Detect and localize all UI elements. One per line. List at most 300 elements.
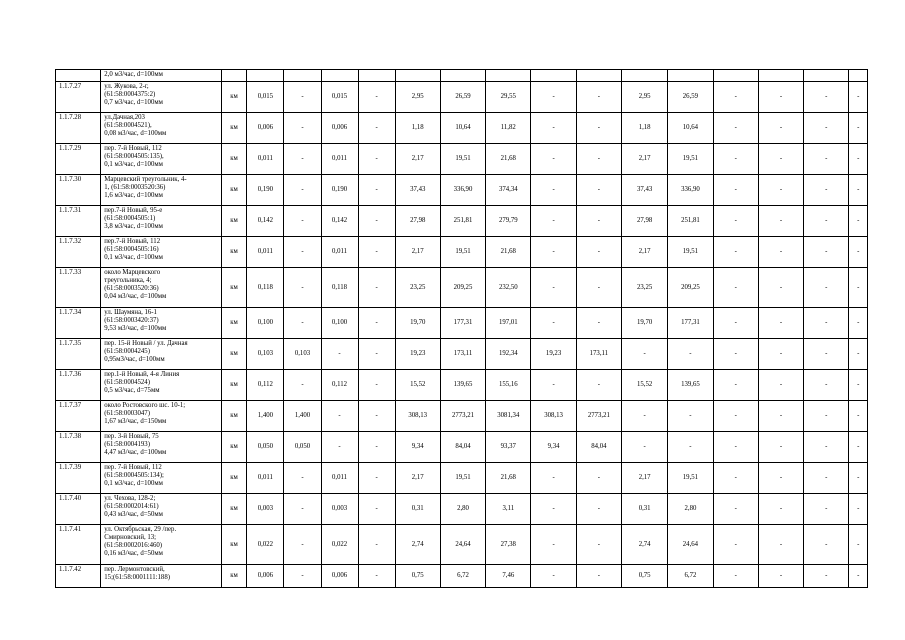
value-cell: -: [576, 237, 621, 268]
value-cell: -: [622, 432, 668, 463]
value-cell: -: [713, 494, 758, 525]
value-cell: 336,90: [440, 175, 485, 206]
description-line: 2,0 м3/час, d=100мм: [104, 71, 163, 78]
value-cell: 9,34: [531, 432, 576, 463]
value-cell: 0,015: [321, 82, 358, 113]
unit-cell: км: [221, 401, 247, 432]
value-cell: -: [358, 525, 395, 565]
value-cell: [531, 70, 576, 82]
value-cell: [358, 70, 395, 82]
value-cell: 19,70: [622, 308, 668, 339]
value-cell: 308,13: [395, 401, 440, 432]
table-row: [56, 525, 868, 565]
value-cell: 26,59: [668, 82, 713, 113]
value-cell: 0,31: [395, 494, 440, 525]
unit-cell: км: [221, 237, 247, 268]
description-line: 9,53 м3/час, d=100мм: [104, 324, 167, 332]
value-cell: -: [849, 494, 868, 525]
description-line: около Ростовского шс. 10-1;: [104, 402, 186, 409]
description-line: 0,95м3/час, d=100мм: [104, 355, 165, 363]
value-cell: -: [713, 268, 758, 308]
value-cell: -: [284, 113, 321, 144]
table-row: [56, 82, 868, 113]
value-cell: 2,74: [395, 525, 440, 565]
row-description: [101, 308, 221, 339]
value-cell: -: [849, 432, 868, 463]
unit-cell: км: [221, 463, 247, 494]
description-line: треугольника, 4;: [104, 276, 152, 284]
value-cell: -: [758, 308, 803, 339]
value-cell: -: [713, 463, 758, 494]
value-cell: 21,68: [486, 237, 531, 268]
value-cell: -: [531, 525, 576, 565]
value-cell: 26,59: [440, 82, 485, 113]
value-cell: -: [531, 206, 576, 237]
value-cell: 1,18: [622, 113, 668, 144]
value-cell: -: [358, 206, 395, 237]
row-number: 1.1.7.27: [56, 82, 101, 113]
value-cell: 0,103: [284, 339, 321, 370]
value-cell: -: [804, 494, 849, 525]
value-cell: 374,34: [486, 175, 531, 206]
description-line: пер. Лермонтовский,: [104, 566, 165, 573]
value-cell: -: [713, 401, 758, 432]
value-cell: -: [849, 565, 868, 588]
value-cell: -: [531, 268, 576, 308]
value-cell: 19,70: [395, 308, 440, 339]
value-cell: 2,80: [668, 494, 713, 525]
row-description: [101, 113, 221, 144]
value-cell: [804, 70, 849, 82]
value-cell: -: [758, 206, 803, 237]
description-line: (61:58:0004505:1): [104, 214, 156, 222]
value-cell: -: [758, 82, 803, 113]
description-line: ул. Шаумяна, 16-1: [104, 309, 157, 316]
value-cell: -: [622, 339, 668, 370]
value-cell: -: [668, 339, 713, 370]
description-line: 3,8 м3/час, d=100мм: [104, 222, 163, 230]
value-cell: [321, 70, 358, 82]
value-cell: -: [758, 113, 803, 144]
row-description: [101, 237, 221, 268]
value-cell: -: [849, 401, 868, 432]
row-number: 1.1.7.34: [56, 308, 101, 339]
value-cell: -: [358, 268, 395, 308]
unit-cell: км: [221, 525, 247, 565]
unit-cell: км: [221, 206, 247, 237]
table-row: [56, 432, 868, 463]
value-cell: 0,75: [622, 565, 668, 588]
value-cell: [849, 70, 868, 82]
value-cell: -: [284, 268, 321, 308]
value-cell: -: [804, 370, 849, 401]
value-cell: [622, 70, 668, 82]
value-cell: 139,65: [668, 370, 713, 401]
value-cell: 0,006: [321, 565, 358, 588]
value-cell: -: [804, 339, 849, 370]
value-cell: 0,011: [247, 237, 284, 268]
unit-cell: км: [221, 82, 247, 113]
value-cell: -: [849, 237, 868, 268]
description-line: (61:58:0003047): [104, 409, 150, 417]
description-line: (61:58:0004524): [104, 378, 150, 386]
table-row: [56, 237, 868, 268]
description-line: пер.7-й Новый, 95-е: [104, 207, 163, 214]
description-line: 0,1 м3/час, d=100мм: [104, 479, 163, 487]
value-cell: -: [284, 175, 321, 206]
description-line: пер. 7-й Новый, 112: [104, 145, 162, 152]
value-cell: 251,81: [440, 206, 485, 237]
value-cell: 37,43: [395, 175, 440, 206]
value-cell: -: [284, 237, 321, 268]
value-cell: 11,82: [486, 113, 531, 144]
value-cell: 2,17: [622, 144, 668, 175]
value-cell: -: [849, 525, 868, 565]
value-cell: -: [804, 144, 849, 175]
value-cell: -: [358, 463, 395, 494]
value-cell: 0,050: [247, 432, 284, 463]
value-cell: 23,25: [622, 268, 668, 308]
value-cell: -: [804, 113, 849, 144]
description-line: пер. 3-й Новый, 75: [104, 433, 159, 440]
value-cell: 0,190: [321, 175, 358, 206]
row-number: 1.1.7.35: [56, 339, 101, 370]
value-cell: -: [713, 370, 758, 401]
value-cell: -: [576, 144, 621, 175]
description-line: 1,67 м3/час, d=150мм: [104, 417, 167, 425]
value-cell: 0,100: [247, 308, 284, 339]
value-cell: 0,011: [321, 144, 358, 175]
value-cell: 308,13: [531, 401, 576, 432]
value-cell: 0,022: [321, 525, 358, 565]
value-cell: -: [804, 268, 849, 308]
table-row: [56, 565, 868, 588]
table-row: [56, 308, 868, 339]
description-line: 0,08 м3/час, d=100мм: [104, 129, 167, 137]
value-cell: 9,34: [395, 432, 440, 463]
value-cell: -: [758, 370, 803, 401]
value-cell: -: [358, 370, 395, 401]
value-cell: -: [804, 308, 849, 339]
description-line: (61:58:0004245): [104, 347, 150, 355]
value-cell: -: [576, 565, 621, 588]
value-cell: -: [713, 432, 758, 463]
value-cell: 19,51: [668, 463, 713, 494]
value-cell: -: [576, 206, 621, 237]
value-cell: -: [358, 401, 395, 432]
value-cell: -: [804, 463, 849, 494]
value-cell: -: [849, 113, 868, 144]
value-cell: -: [576, 268, 621, 308]
value-cell: 10,64: [440, 113, 485, 144]
description-line: 0,1 м3/час, d=100мм: [104, 160, 163, 168]
value-cell: -: [284, 370, 321, 401]
row-description: [101, 463, 221, 494]
value-cell: 19,51: [668, 237, 713, 268]
value-cell: 29,55: [486, 82, 531, 113]
description-line: пер. 15-й Новый / ул. Дачная: [104, 340, 188, 347]
value-cell: 0,011: [247, 144, 284, 175]
value-cell: -: [713, 565, 758, 588]
value-cell: -: [576, 463, 621, 494]
value-cell: -: [358, 339, 395, 370]
description-line: 0,1 м3/час, d=100мм: [104, 253, 163, 261]
row-number: 1.1.7.32: [56, 237, 101, 268]
value-cell: -: [804, 525, 849, 565]
value-cell: 10,64: [668, 113, 713, 144]
row-description: [101, 82, 221, 113]
value-cell: 0,112: [247, 370, 284, 401]
value-cell: -: [758, 494, 803, 525]
description-line: (61:58:0004193): [104, 440, 150, 448]
row-number: 1.1.7.38: [56, 432, 101, 463]
value-cell: -: [758, 463, 803, 494]
value-cell: -: [358, 308, 395, 339]
value-cell: -: [284, 206, 321, 237]
value-cell: [576, 70, 621, 82]
value-cell: -: [758, 144, 803, 175]
value-cell: 2,95: [622, 82, 668, 113]
table-row: [56, 401, 868, 432]
value-cell: 27,98: [395, 206, 440, 237]
description-line: пер.1-й Новый, 4-я Линия: [104, 371, 180, 378]
value-cell: 173,11: [576, 339, 621, 370]
description-line: пер. 7-й Новый, 112: [104, 464, 162, 471]
value-cell: 0,003: [321, 494, 358, 525]
unit-cell: км: [221, 494, 247, 525]
value-cell: 24,64: [440, 525, 485, 565]
unit-cell: км: [221, 370, 247, 401]
description-line: ул. Чехова, 128-2;: [104, 495, 156, 502]
value-cell: 2,17: [395, 144, 440, 175]
value-cell: 0,190: [247, 175, 284, 206]
value-cell: -: [358, 82, 395, 113]
value-cell: -: [758, 525, 803, 565]
table-row: [56, 463, 868, 494]
value-cell: 15,52: [395, 370, 440, 401]
value-cell: -: [849, 370, 868, 401]
value-cell: -: [358, 237, 395, 268]
row-description: [101, 565, 221, 588]
value-cell: [395, 70, 440, 82]
value-cell: -: [713, 525, 758, 565]
value-cell: [440, 70, 485, 82]
value-cell: [713, 70, 758, 82]
value-cell: 0,142: [247, 206, 284, 237]
value-cell: -: [321, 339, 358, 370]
row-number: [56, 70, 101, 82]
unit-cell: км: [221, 565, 247, 588]
value-cell: -: [531, 237, 576, 268]
value-cell: 27,98: [622, 206, 668, 237]
value-cell: -: [849, 175, 868, 206]
value-cell: -: [576, 370, 621, 401]
value-cell: -: [531, 144, 576, 175]
value-cell: 27,38: [486, 525, 531, 565]
value-cell: 0,142: [321, 206, 358, 237]
value-cell: -: [713, 144, 758, 175]
value-cell: -: [849, 339, 868, 370]
value-cell: 209,25: [668, 268, 713, 308]
row-number: 1.1.7.37: [56, 401, 101, 432]
value-cell: -: [321, 432, 358, 463]
data-table: [55, 69, 868, 588]
row-number: 1.1.7.40: [56, 494, 101, 525]
value-cell: -: [713, 237, 758, 268]
value-cell: 21,68: [486, 144, 531, 175]
value-cell: 7,46: [486, 565, 531, 588]
table-body: [56, 70, 868, 588]
value-cell: -: [358, 494, 395, 525]
description-line: 0,5 м3/час, d=75мм: [104, 386, 160, 394]
value-cell: 2,95: [395, 82, 440, 113]
value-cell: -: [804, 206, 849, 237]
table-row: [56, 370, 868, 401]
unit-cell: км: [221, 175, 247, 206]
value-cell: 192,34: [486, 339, 531, 370]
row-description: [101, 339, 221, 370]
value-cell: -: [576, 494, 621, 525]
value-cell: -: [804, 565, 849, 588]
value-cell: 173,11: [440, 339, 485, 370]
value-cell: -: [531, 308, 576, 339]
description-line: 4,47 м3/час, d=100мм: [104, 448, 167, 456]
value-cell: -: [358, 144, 395, 175]
value-cell: -: [622, 401, 668, 432]
value-cell: 0,011: [321, 463, 358, 494]
value-cell: 3081,34: [486, 401, 531, 432]
description-line: (61:58:0004505:135),: [104, 152, 164, 160]
row-number: 1.1.7.28: [56, 113, 101, 144]
row-description: [101, 175, 221, 206]
value-cell: -: [713, 175, 758, 206]
value-cell: -: [576, 308, 621, 339]
value-cell: 84,04: [576, 432, 621, 463]
value-cell: 0,006: [321, 113, 358, 144]
description-line: 1,6 м3/час, d=100мм: [104, 191, 163, 199]
value-cell: -: [804, 401, 849, 432]
value-cell: [486, 70, 531, 82]
value-cell: 0,003: [247, 494, 284, 525]
value-cell: 0,011: [247, 463, 284, 494]
value-cell: 24,64: [668, 525, 713, 565]
value-cell: -: [849, 463, 868, 494]
value-cell: -: [758, 565, 803, 588]
row-number: 1.1.7.33: [56, 268, 101, 308]
value-cell: [758, 70, 803, 82]
value-cell: 37,43: [622, 175, 668, 206]
unit-cell: км: [221, 339, 247, 370]
value-cell: -: [284, 525, 321, 565]
value-cell: 177,31: [668, 308, 713, 339]
value-cell: 139,65: [440, 370, 485, 401]
description-line: (61:58:0002016:460): [104, 541, 163, 549]
value-cell: -: [849, 144, 868, 175]
unit-cell: [221, 70, 247, 82]
value-cell: 1,400: [247, 401, 284, 432]
value-cell: -: [576, 82, 621, 113]
value-cell: 0,015: [247, 82, 284, 113]
value-cell: 2773,21: [576, 401, 621, 432]
table-row: [56, 175, 868, 206]
value-cell: -: [758, 268, 803, 308]
value-cell: 1,400: [284, 401, 321, 432]
description-line: 1, (61:58:0003520:36): [104, 183, 166, 191]
value-cell: 0,022: [247, 525, 284, 565]
value-cell: -: [284, 463, 321, 494]
description-line: (61:58:0004505:16): [104, 245, 159, 253]
table-row: [56, 144, 868, 175]
description-line: 0,7 м3/час, d=100мм: [104, 98, 163, 106]
table-row: [56, 268, 868, 308]
value-cell: 19,51: [440, 144, 485, 175]
value-cell: 23,25: [395, 268, 440, 308]
value-cell: -: [849, 268, 868, 308]
value-cell: -: [284, 494, 321, 525]
value-cell: -: [531, 494, 576, 525]
table-row: [56, 206, 868, 237]
description-line: (61:58:0004375:2): [104, 90, 156, 98]
value-cell: 6,72: [668, 565, 713, 588]
row-number: 1.1.7.39: [56, 463, 101, 494]
value-cell: 2773,21: [440, 401, 485, 432]
value-cell: 0,100: [321, 308, 358, 339]
row-number: 1.1.7.30: [56, 175, 101, 206]
value-cell: 2,17: [622, 463, 668, 494]
value-cell: -: [284, 565, 321, 588]
value-cell: 251,81: [668, 206, 713, 237]
value-cell: 2,17: [622, 237, 668, 268]
value-cell: -: [758, 401, 803, 432]
value-cell: 3,11: [486, 494, 531, 525]
value-cell: -: [576, 525, 621, 565]
value-cell: -: [531, 175, 576, 206]
value-cell: 15,52: [622, 370, 668, 401]
value-cell: 0,75: [395, 565, 440, 588]
value-cell: 0,118: [321, 268, 358, 308]
description-line: ул. Октябрьская, 29 /пер.: [104, 526, 177, 533]
value-cell: -: [713, 339, 758, 370]
table-row: [56, 70, 868, 82]
value-cell: 336,90: [668, 175, 713, 206]
value-cell: -: [849, 308, 868, 339]
value-cell: 279,79: [486, 206, 531, 237]
value-cell: 177,31: [440, 308, 485, 339]
description-line: 0,16 м3/час, d=50мм: [104, 549, 163, 557]
value-cell: [247, 70, 284, 82]
value-cell: -: [849, 206, 868, 237]
value-cell: 2,17: [395, 463, 440, 494]
value-cell: -: [713, 206, 758, 237]
value-cell: -: [284, 308, 321, 339]
row-description: [101, 494, 221, 525]
description-line: ул. Жукова, 2-г,: [104, 83, 149, 90]
description-line: 0,04 м3/час, d=100мм: [104, 292, 167, 300]
value-cell: 1,18: [395, 113, 440, 144]
value-cell: -: [758, 237, 803, 268]
description-line: ул.Дачная,203: [104, 114, 145, 121]
description-line: (61:58:0003420:37): [104, 316, 159, 324]
row-description: [101, 144, 221, 175]
value-cell: 21,68: [486, 463, 531, 494]
value-cell: -: [849, 82, 868, 113]
value-cell: -: [804, 432, 849, 463]
value-cell: -: [531, 565, 576, 588]
value-cell: 0,31: [622, 494, 668, 525]
value-cell: -: [358, 432, 395, 463]
row-description: [101, 268, 221, 308]
value-cell: -: [284, 144, 321, 175]
